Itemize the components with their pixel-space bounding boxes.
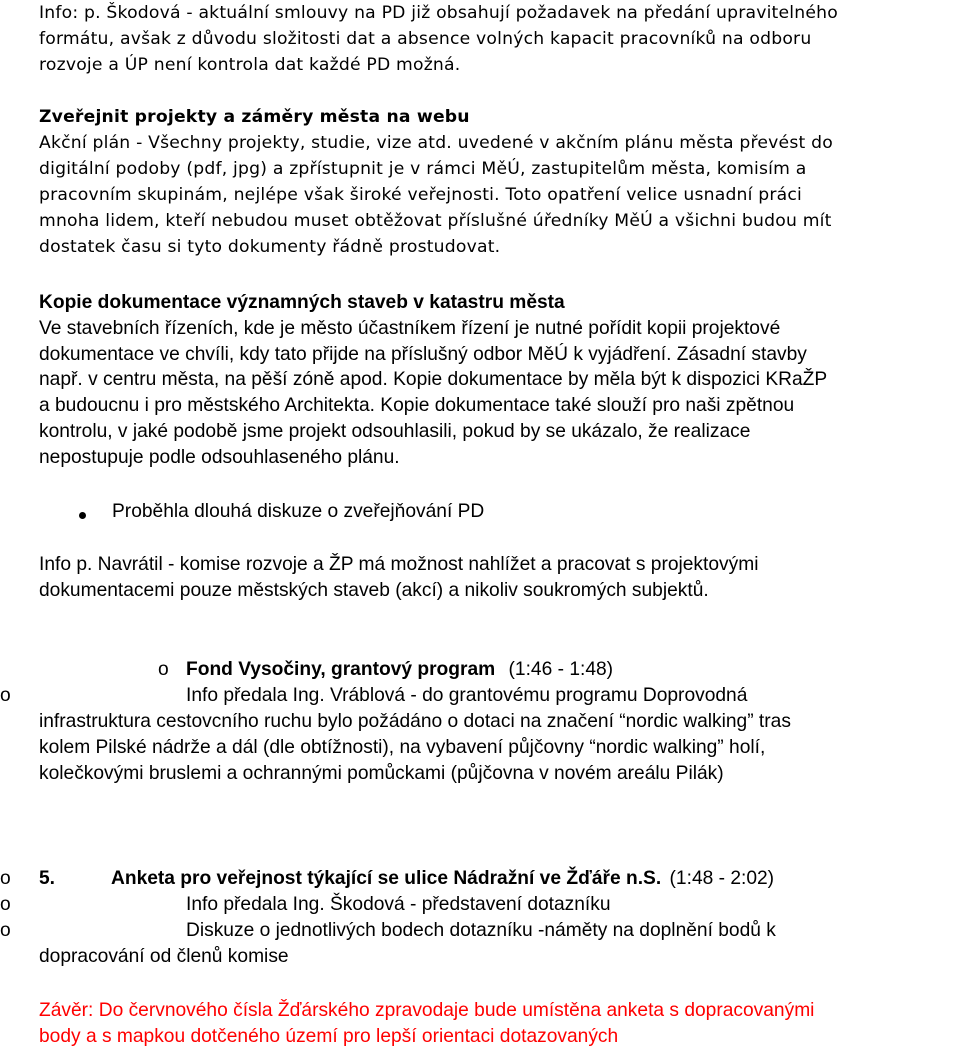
text-line: mnoha lidem, kteří nebudou muset obtěžovat příslušné úředníky MěÚ a všichni budou mít: [39, 211, 832, 231]
zverejnit-heading: Zveřejnit projekty a záměry města na webu: [39, 107, 470, 127]
sub-bullet-marker: o: [158, 659, 169, 680]
text-line: infrastruktura cestovcního ruchu bylo požádáno o dotaci na značení “nordic walking” tras: [39, 711, 791, 732]
text-line: dokumentacemi pouze městských staveb (akcí) a nikoliv soukromých subjektů.: [39, 579, 709, 601]
anketa-time: (1:48 - 2:02): [669, 868, 775, 889]
zverejnit-section: [39, 104, 944, 260]
text-line: formátu, avšak z důvodu složitosti dat a absence volných kapacit pracovníků na odboru: [39, 29, 812, 49]
bullet-text: Proběhla dlouhá diskuze o zveřejňování PD: [112, 501, 485, 522]
text-line: např. v centru města, na pěší zóně apod. Kopie dokumentace by měla být k dispozici KRaŽP: [39, 369, 828, 391]
info-navratil-paragraph: [39, 552, 944, 604]
fond-title-line: [186, 657, 613, 683]
text-line: nepostupuje podle odsouhlaseného plánu.: [39, 446, 400, 468]
bullet-dot-icon: [79, 512, 86, 519]
text-line: dokumentace ve chvíli, kdy tato přijde na příslušný odbor MěÚ k vyjádření. Zásadní stavby: [39, 343, 807, 365]
sub-bullet-marker: o: [0, 868, 11, 889]
text-line: digitální podoby (pdf, jpg) a zpřístupnit je v rámci MěÚ, zastupitelům města, komisím a: [39, 159, 807, 179]
anketa-item-2: Diskuze o jednotlivých bodech dotazníku -náměty na doplnění bodů k: [186, 920, 776, 941]
text-line: Info p. Navrátil - komise rozvoje a ŽP má možnost nahlížet a pracovat s projektovými: [39, 554, 759, 575]
anketa-item-1: Info předala Ing. Škodová - představení dotazníku: [186, 894, 611, 915]
fond-title: Fond Vysočiny, grantový program: [186, 659, 496, 680]
text-line: dostatek času si tyto dokumenty řádně prostudovat.: [39, 237, 501, 257]
fond-time: (1:46 - 1:48): [508, 659, 614, 680]
anketa-title-line: [111, 866, 774, 892]
text-line: body a s mapkou dotčeného území pro lepší orientaci dotazovaných: [39, 1026, 619, 1047]
text-line: Ve stavebních řízeních, kde je město účastníkem řízení je nutné pořídit kopii projektové: [39, 317, 781, 339]
text-line: a budoucnu i pro městského Architekta. Kopie dokumentace také slouží pro naši zpětnou: [39, 395, 795, 417]
anketa-title: Anketa pro veřejnost týkající se ulice Nádražní ve Žďáře n.S.: [111, 868, 662, 889]
sub-bullet-marker: o: [0, 894, 11, 915]
sub-bullet-marker: o: [0, 920, 11, 941]
anketa-item-2-continued: dopracování od členů komise: [39, 946, 289, 967]
kopie-heading: Kopie dokumentace významných staveb v katastru města: [39, 292, 565, 313]
info-skodova-paragraph: [39, 0, 944, 78]
text-line: Závěr: Do červnového čísla Žďárského zpravodaje bude umístěna anketa s dopracovanými: [39, 1000, 815, 1021]
sub-bullet-marker: o: [0, 685, 11, 706]
text-line: rozvoje a ÚP není kontrola dat každé PD možná.: [39, 55, 461, 75]
text-line: kolem Pilské nádrže a dál (dle obtížnosti), na vybavení půjčovny “nordic walking” holí,: [39, 737, 766, 758]
text-line: Info: p. Škodová - aktuální smlouvy na PD již obsahují požadavek na předání upravitelného: [39, 3, 838, 23]
anketa-number: 5.: [39, 868, 56, 889]
kopie-section: [39, 290, 944, 471]
fond-info-continued: [39, 709, 944, 787]
text-line: kolečkovými bruslemi a ochrannými pomůckami (půjčovna v novém areálu Pilák): [39, 763, 724, 784]
text-line: pracovním skupinám, nejlépe však široké veřejnosti. Toto opatření velice usnadní práci: [39, 185, 803, 205]
text-line: kontrolu, v jaké podobě jsme projekt odsouhlasili, pokud by se ukázalo, že realizace: [39, 420, 751, 442]
text-line: Akční plán - Všechny projekty, studie, vize atd. uvedené v akčním plánu města převést do: [39, 133, 833, 153]
zaver-paragraph: [39, 998, 944, 1050]
fond-info-first: Info předala Ing. Vráblová - do grantovému programu Doprovodná: [186, 685, 748, 706]
